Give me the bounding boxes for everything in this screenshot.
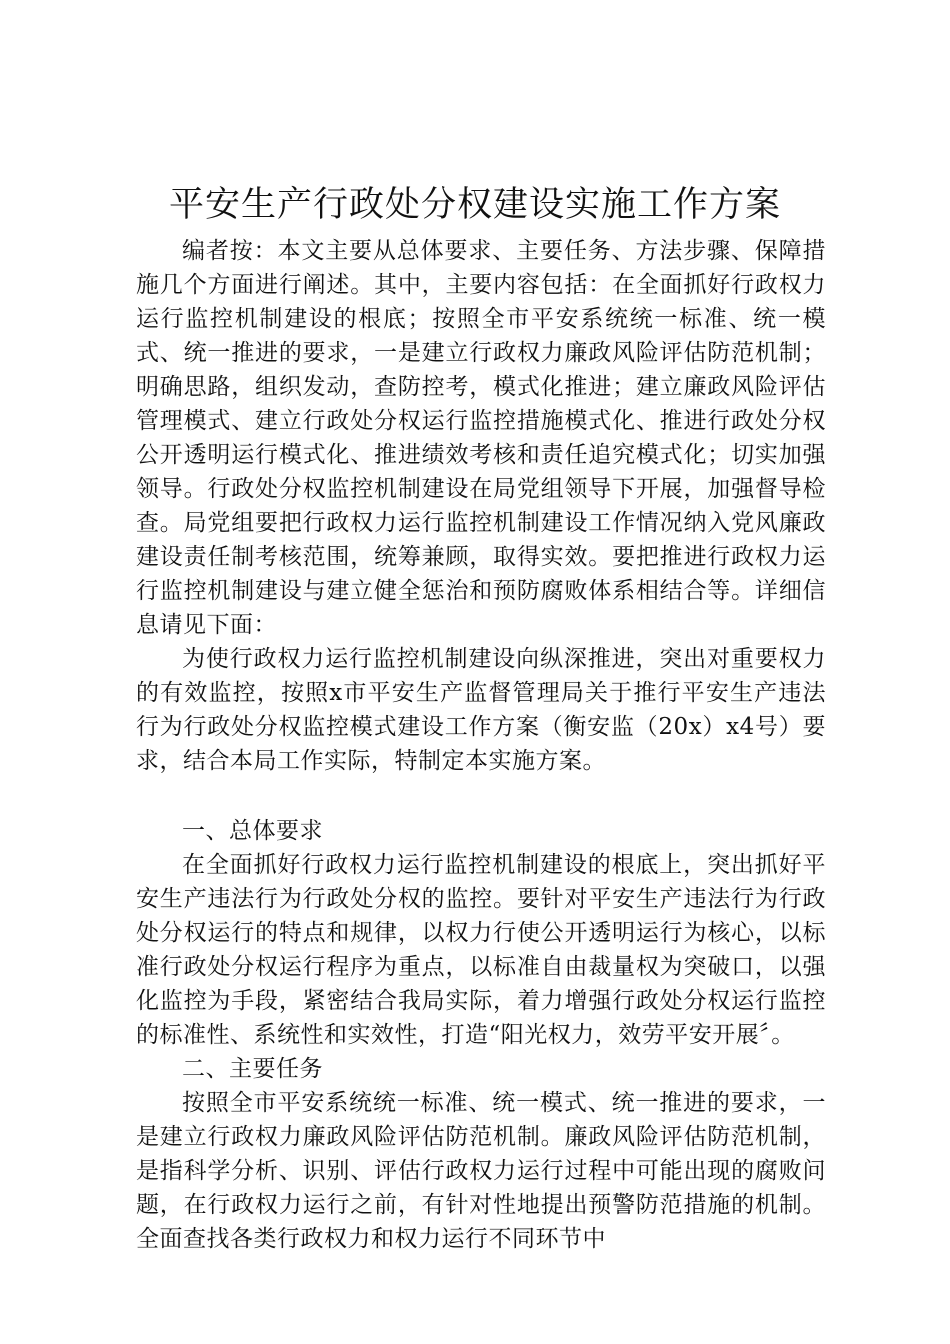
section-body-general-requirements: 在全面抓好行政权力运行监控机制建设的根底上，突出抓好平安生产违法行为行政处分权的监控。要针对平安生产违法行为行政处分权运行的特点和规律，以权力行使公开透明运行为核心，以标准行政处分权运行程序为重点，以标准自由裁量权为突破口，以强化监控为手段，紧密结合我局实际，着力增强行政处分权运行监控的标准性、系统性和实效性，打造“阳光权力，效劳平安开展〞。 [136,852,826,1048]
paragraph-gap [136,778,826,814]
document-title: 平安生产行政处分权建设实施工作方案 [168,185,781,225]
editor-note-paragraph: 编者按：本文主要从总体要求、主要任务、方法步骤、保障措施几个方面进行阐述。其中，主要内容包括：在全面抓好行政权力运行监控机制建设的根底；按照全市平安系统统一标准、统一模式、统一推进的要求，一是建立行政权力廉政风险评估防范机制；明确思路，组织发动，查防控考，模式化推进；建立廉政风险评估管理模式、建立行政处分权运行监控措施模式化、推进行政处分权公开透明运行模式化、推进绩效考核和责任追究模式化；切实加强领导。行政处分权监控机制建设在局党组领导下开展，加强督导检查。局党组要把行政权力运行监控机制建设工作情况纳入党风廉政建设责任制考核范围，统筹兼顾，取得实效。要把推进行政权力运行监控机制建设与建立健全惩治和预防腐败体系相结合等。详细信息请见下面： [136,238,826,638]
section-heading-general-requirements: 一、总体要求 [182,818,323,844]
intro-paragraph: 为使行政权力运行监控机制建设向纵深推进，突出对重要权力的有效监控，按照x市平安生产监督管理局关于推行平安生产违法行为行政处分权监控模式建设工作方案（衡安监（20x）x4号）要求，结合本局工作实际，特制定本实施方案。 [136,646,826,774]
document-body [136,234,826,1256]
section-body-main-tasks: 按照全市平安系统统一标准、统一模式、统一推进的要求，一是建立行政权力廉政风险评估防范机制。廉政风险评估防范机制，是指科学分析、识别、评估行政权力运行过程中可能出现的腐败问题，在行政权力运行之前，有针对性地提出预警防范措施的机制。全面查找各类行政权力和权力运行不同环节中 [136,1090,826,1252]
section-heading-main-tasks: 二、主要任务 [182,1056,323,1082]
